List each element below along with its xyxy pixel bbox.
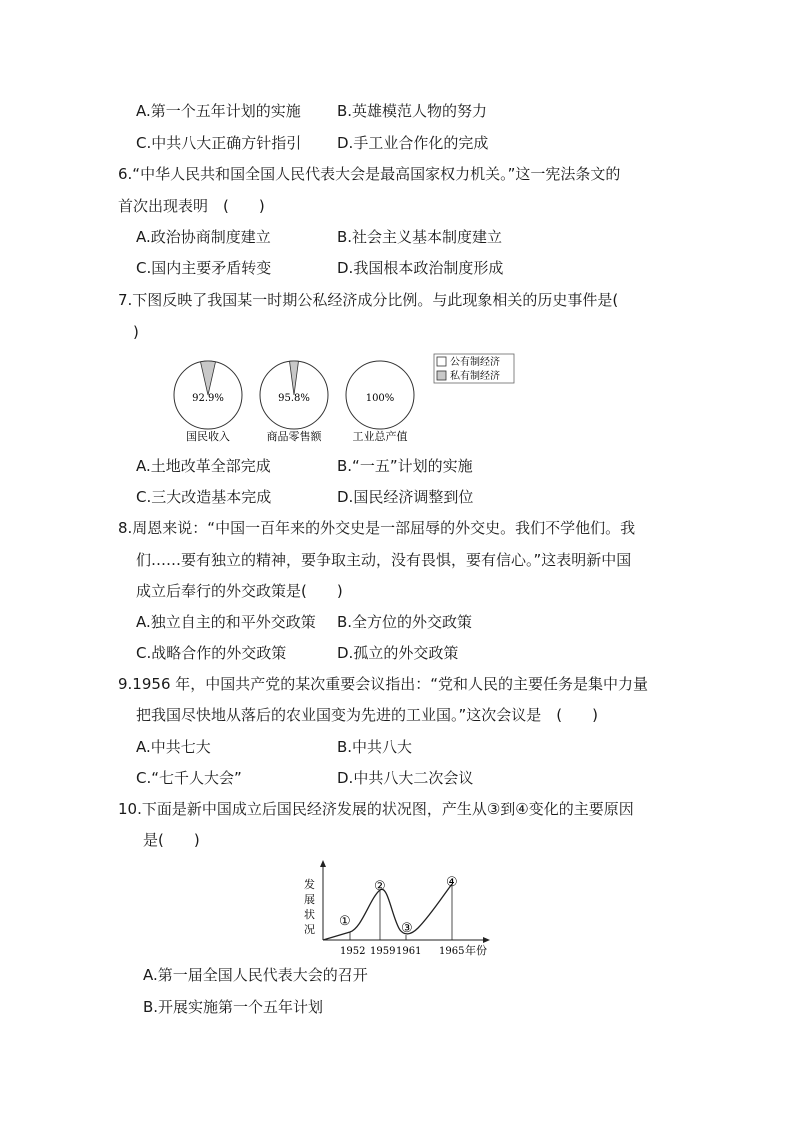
q10-option-a: A.第一届全国人民代表大会的召开 [143,966,368,984]
q7-stem-line2: ) [133,323,139,341]
q5-option-c: C.中共八大正确方针指引 [136,134,302,152]
q5-option-b: B.英雄模范人物的努力 [337,102,488,120]
q9-stem-line2: 把我国尽快地从落后的农业国变为先进的工业国。”这次会议是 ( ) [136,706,598,724]
legend-private-swatch [437,371,446,380]
legend-public-swatch [437,357,446,366]
q8-option-a: A.独立自主的和平外交政策 [136,613,316,631]
pie-1-category-label: 国民收入 [186,430,230,443]
y-axis-char-1: 发 [304,878,315,891]
q10-stem-line1: 10.下面是新中国成立后国民经济发展的状况图，产生从③到④变化的主要原因 [118,800,634,818]
point-label-2: ② [374,879,386,894]
economy-curve-figure [300,858,510,960]
legend-private-label: 私有制经济 [450,371,500,382]
pie-chart-figure [160,350,530,446]
x-tick-1952: 1952 [340,946,366,957]
q9-option-a: A.中共七大 [136,738,211,756]
q6-option-b: B.社会主义基本制度建立 [337,228,503,246]
point-label-3: ③ [401,921,413,936]
q9-option-b: B.中共八大 [337,738,413,756]
q6-option-a: A.政治协商制度建立 [136,228,271,246]
q5-option-a: A.第一个五年计划的实施 [136,102,301,120]
point-label-1: ① [339,914,351,929]
q5-option-d: D.手工业合作化的完成 [337,134,489,152]
pie-3-value-label: 100% [365,393,395,404]
q8-stem-line3: 成立后奉行的外交政策是( ) [136,582,343,600]
pie-2-category-label: 商品零售额 [266,430,322,443]
y-axis-char-3: 状 [304,908,315,921]
q9-option-c: C.“七千人大会” [136,769,242,787]
q9-stem-line1: 9.1956 年，中国共产党的某次重要会议指出：“党和人民的主要任务是集中力量 [118,675,649,693]
q7-option-d: D.国民经济调整到位 [337,488,474,506]
q8-option-c: C.战略合作的外交政策 [136,644,287,662]
point-label-4: ④ [446,875,458,890]
q7-option-c: C.三大改造基本完成 [136,488,272,506]
q7-option-a: A.土地改革全部完成 [136,457,271,475]
q8-stem-line1: 8.周恩来说：“中国一百年来的外交史是一部屈辱的外交史。我们不学他们。我 [118,519,636,537]
q6-option-d: D.我国根本政治制度形成 [337,259,504,277]
development-curve [323,884,452,940]
x-axis-arrow [483,937,490,943]
x-tick-1959: 1959 [370,946,396,957]
q7-option-b: B.“一五”计划的实施 [337,457,473,475]
x-tick-1965: 1965 [439,946,465,957]
q8-stem-line2: 们……要有独立的精神，要争取主动，没有畏惧，要有信心。”这表明新中国 [136,551,632,569]
y-axis-label [304,877,315,936]
q7-stem-line1: 7.下图反映了我国某一时期公私经济成分比例。与此现象相关的历史事件是( [118,291,619,309]
x-tick-1961: 1961 [396,946,422,957]
q8-option-d: D.孤立的外交政策 [337,644,459,662]
x-axis-label: 年份 [465,944,487,957]
pie-1-value-label: 92.9% [192,393,224,404]
y-axis-char-4: 况 [304,923,315,936]
q6-stem-line1: 6.“中华人民共和国全国人民代表大会是最高国家权力机关。”这一宪法条文的 [118,165,621,183]
pie-3-category-label: 工业总产值 [352,430,408,443]
y-axis-arrow [320,860,326,867]
q10-stem-line2: 是( ) [143,831,200,849]
q9-option-d: D.中共八大二次会议 [337,769,474,787]
pie-2-value-label: 95.8% [278,393,310,404]
q8-option-b: B.全方位的外交政策 [337,613,473,631]
q6-option-c: C.国内主要矛盾转变 [136,259,272,277]
q10-option-b: B.开展实施第一个五年计划 [143,998,324,1016]
legend-public-label: 公有制经济 [450,357,500,368]
q6-stem-line2: 首次出现表明 ( ) [118,197,265,215]
y-axis-char-2: 展 [304,893,315,906]
